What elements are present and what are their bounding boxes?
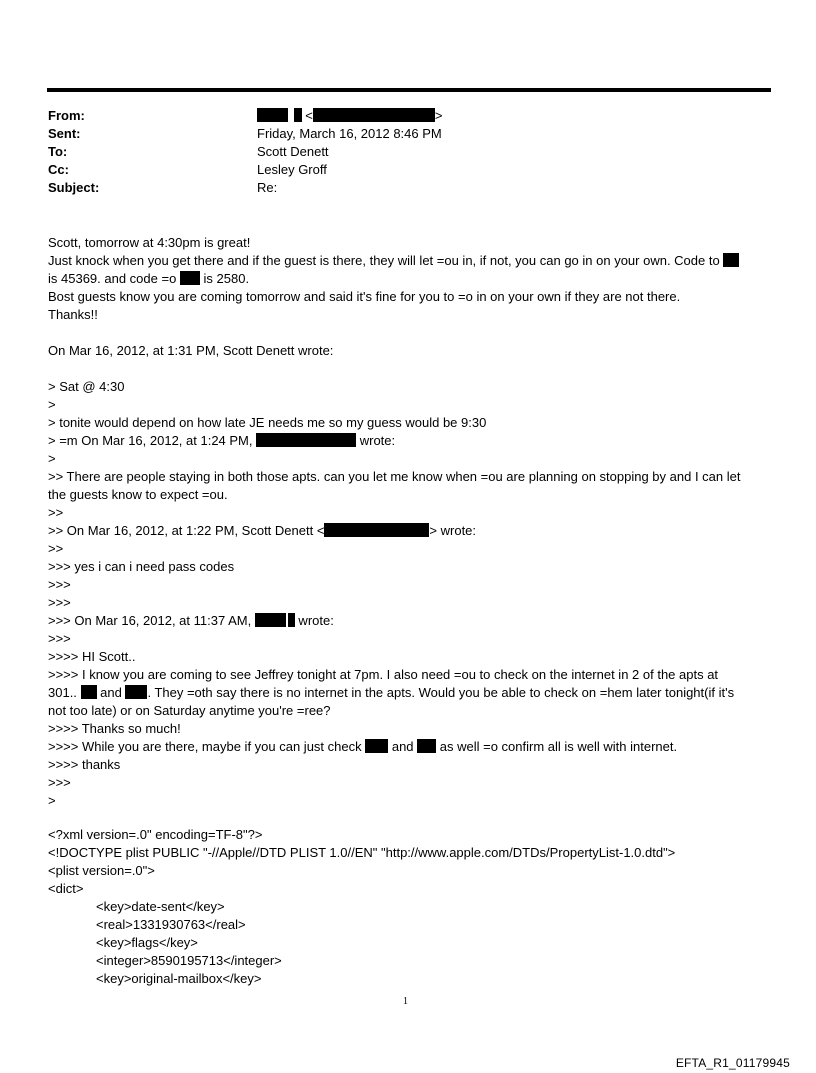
- body-line: Just knock when you get there and if the guest is there, they will let =ou in, if not, you can go in on your own. Code to: [48, 252, 739, 270]
- xml-line: <key>original-mailbox</key>: [96, 971, 262, 986]
- document-id: EFTA_R1_01179945: [675, 1056, 790, 1070]
- xml-line: <plist version=.0">: [48, 863, 155, 878]
- xml-line: <dict>: [48, 881, 84, 896]
- from-value: [257, 107, 442, 125]
- redaction-box: [257, 108, 288, 122]
- xml-line: <key>date-sent</key>: [96, 899, 225, 914]
- quote-line: >>>> I know you are coming to see Jeffrey tonight at 7pm. I also need =ou to check on the internet in 2 of the apts at: [48, 667, 719, 682]
- cc-label: Cc:: [48, 162, 69, 177]
- quote-line: >>>> thanks: [48, 757, 121, 772]
- quote-line: > Sat @ 4:30: [48, 379, 125, 394]
- quote-line: 301.. and . They =oth say there is no internet in the apts. Would you be able to check on =hem later tonight(if it's: [48, 685, 735, 700]
- from-gt: >: [434, 108, 443, 123]
- xml-line: <real>1331930763</real>: [96, 917, 246, 932]
- sent-label: Sent:: [48, 126, 81, 141]
- subject-label: Subject:: [48, 180, 100, 195]
- quote-line: >>>> While you are there, maybe if you can just check and as well =o confirm all is well with internet.: [48, 739, 678, 754]
- redaction-box: [288, 613, 295, 627]
- quote-line: >>> On Mar 16, 2012, at 11:37 AM, wrote:: [48, 613, 334, 628]
- quote-line: >>> yes i can i need pass codes: [48, 559, 235, 574]
- body-line: Scott, tomorrow at 4:30pm is great!: [48, 235, 251, 250]
- redaction-box: [256, 433, 356, 447]
- quote-line: >>>> HI Scott..: [48, 649, 136, 664]
- page-number: 1: [403, 996, 408, 1007]
- xml-line: <integer>8590195713</integer>: [96, 953, 282, 968]
- quote-line: >>>: [48, 595, 71, 610]
- redaction-box: [313, 108, 435, 122]
- header-rule: [47, 88, 771, 92]
- quote-line: > tonite would depend on how late JE needs me so my guess would be 9:30: [48, 415, 487, 430]
- xml-line: <?xml version=.0" encoding=TF-8"?>: [48, 827, 263, 842]
- quote-line: the guests know to expect =ou.: [48, 487, 228, 502]
- redaction-box: [294, 108, 302, 122]
- redaction-box: [324, 523, 429, 537]
- redaction-box: [180, 271, 200, 285]
- quote-line: >>>> Thanks so much!: [48, 721, 181, 736]
- redaction-box: [255, 613, 286, 627]
- from-lt: <: [305, 108, 313, 123]
- to-label: To:: [48, 144, 68, 159]
- redaction-box: [81, 685, 97, 699]
- subject-value: Re:: [257, 180, 278, 195]
- from-label: From:: [48, 108, 85, 123]
- redaction-box: [365, 739, 388, 753]
- quote-line: not too late) or on Saturday anytime you're =ree?: [48, 703, 331, 718]
- quote-line: >: [48, 451, 56, 466]
- cc-value: Lesley Groff: [257, 162, 327, 177]
- redaction-box: [125, 685, 147, 699]
- sent-value: Friday, March 16, 2012 8:46 PM: [257, 126, 442, 141]
- body-line: Bost guests know you are coming tomorrow and said it's fine for you to =o in on your own if they are not there.: [48, 289, 681, 304]
- body-line: is 45369. and code =o is 2580.: [48, 271, 250, 286]
- body-line: Thanks!!: [48, 307, 98, 322]
- redaction-box: [723, 253, 739, 267]
- quote-line: >>: [48, 505, 64, 520]
- quote-line: >: [48, 397, 56, 412]
- quote-line: >>>: [48, 775, 71, 790]
- quote-line: >>>: [48, 631, 71, 646]
- quote-line: >: [48, 793, 56, 808]
- quote-line: >> On Mar 16, 2012, at 1:22 PM, Scott Denett < > wrote:: [48, 523, 477, 538]
- to-value: Scott Denett: [257, 144, 329, 159]
- body-line: On Mar 16, 2012, at 1:31 PM, Scott Denett wrote:: [48, 343, 334, 358]
- quote-line: >>: [48, 541, 64, 556]
- quote-line: > =m On Mar 16, 2012, at 1:24 PM, wrote:: [48, 433, 396, 448]
- redaction-box: [417, 739, 436, 753]
- quote-line: >>>: [48, 577, 71, 592]
- quote-line: >> There are people staying in both those apts. can you let me know when =ou are planning on stopping by and I can let: [48, 469, 741, 484]
- xml-line: <!DOCTYPE plist PUBLIC "-//Apple//DTD PLIST 1.0//EN" "http://www.apple.com/DTDs/PropertyList-1.0.dtd">: [48, 845, 676, 860]
- xml-line: <key>flags</key>: [96, 935, 198, 950]
